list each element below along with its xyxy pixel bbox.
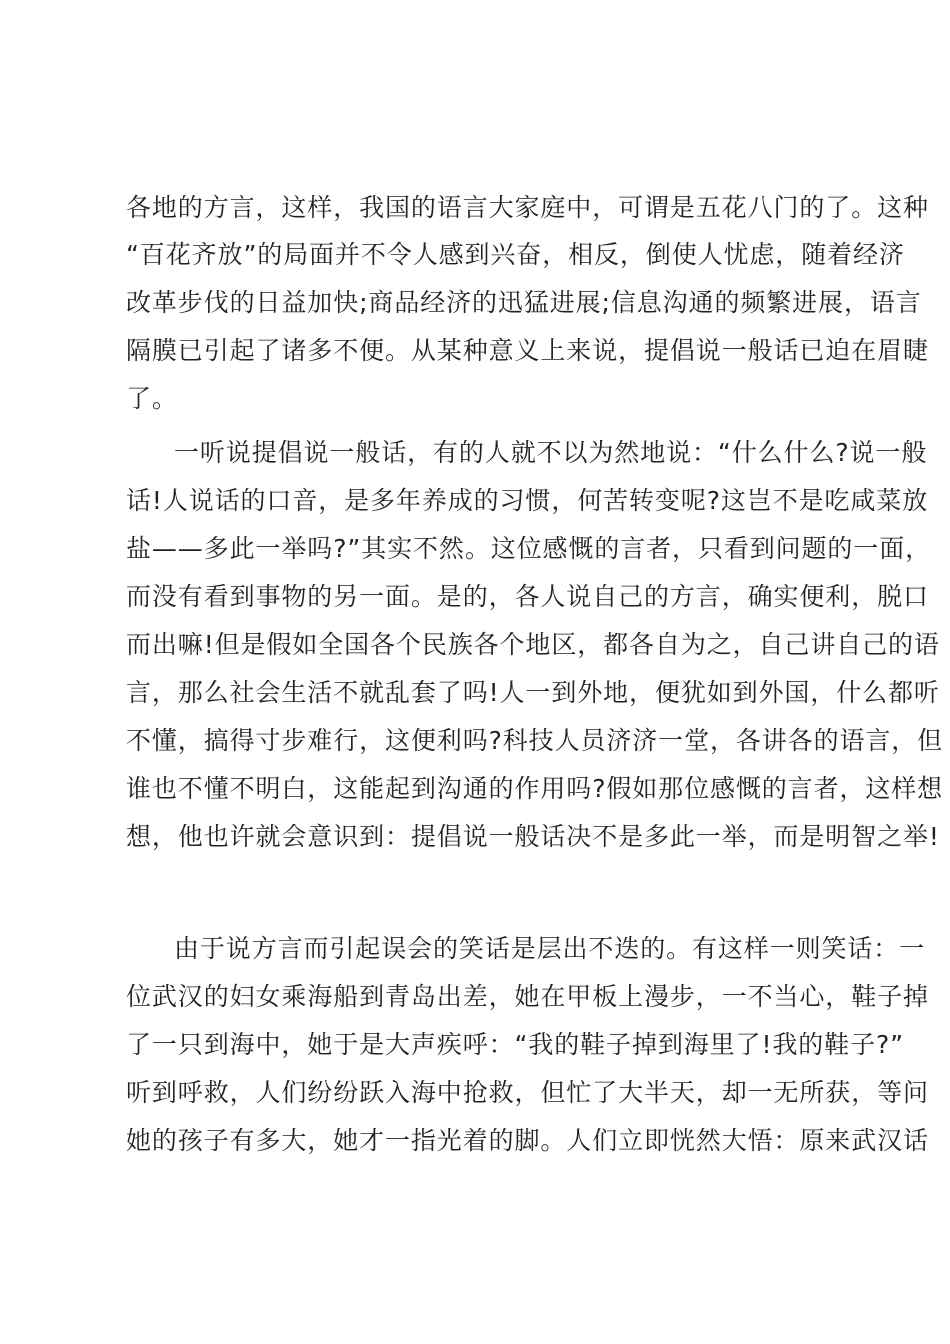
text-line: 谁也不懂不明白，这能起到沟通的作用吗?假如那位感慨的言者，这样想 [126, 774, 944, 803]
text-line: 而出嘛!但是假如全国各个民族各个地区，都各自为之，自己讲自己的语 [126, 630, 940, 659]
text-line: 了一只到海中，她于是大声疾呼：“我的鞋子掉到海里了!我的鞋子?” [126, 1030, 904, 1059]
text-line: 了。 [126, 384, 178, 413]
text-line: 盐——多此一举吗?”其实不然。这位感慨的言者，只看到问题的一面， [126, 534, 932, 563]
text-line: 位武汉的妇女乘海船到青岛出差，她在甲板上漫步，一不当心，鞋子掉 [126, 982, 929, 1011]
text-line: 听到呼救，人们纷纷跃入海中抢救，但忙了大半天，却一无所获，等问 [126, 1078, 929, 1107]
text-line: 她的孩子有多大，她才一指光着的脚。人们立即恍然大悟：原来武汉话 [126, 1126, 929, 1155]
text-line: 不懂，搞得寸步难行，这便利吗?科技人员济济一堂，各讲各的语言，但 [126, 726, 944, 755]
text-line: 各地的方言，这样，我国的语言大家庭中，可谓是五花八门的了。这种 [126, 193, 929, 222]
text-line: 话!人说话的口音，是多年养成的习惯，何苦转变呢?这岂不是吃咸菜放 [126, 486, 929, 515]
text-line: 由于说方言而引起误会的笑话是层出不迭的。有这样一则笑话：一 [174, 934, 926, 963]
text-line: 言，那么社会生活不就乱套了吗!人一到外地，便犹如到外国，什么都听 [126, 678, 940, 707]
text-line: 想，他也许就会意识到：提倡说一般话决不是多此一举，而是明智之举! [126, 822, 940, 851]
text-line: 一听说提倡说一般话，有的人就不以为然地说：“什么什么?说一般 [174, 438, 928, 467]
text-line: 改革步伐的日益加快;商品经济的迅猛进展;信息沟通的频繁进展，语言 [126, 288, 922, 317]
text-line: 而没有看到事物的另一面。是的，各人说自己的方言，确实便利，脱口 [126, 582, 929, 611]
text-line: “百花齐放”的局面并不令人感到兴奋，相反，倒使人忧虑，随着经济 [126, 240, 905, 269]
text-line: 隔膜已引起了诸多不便。从某种意义上来说，提倡说一般话已迫在眉睫 [126, 336, 929, 365]
